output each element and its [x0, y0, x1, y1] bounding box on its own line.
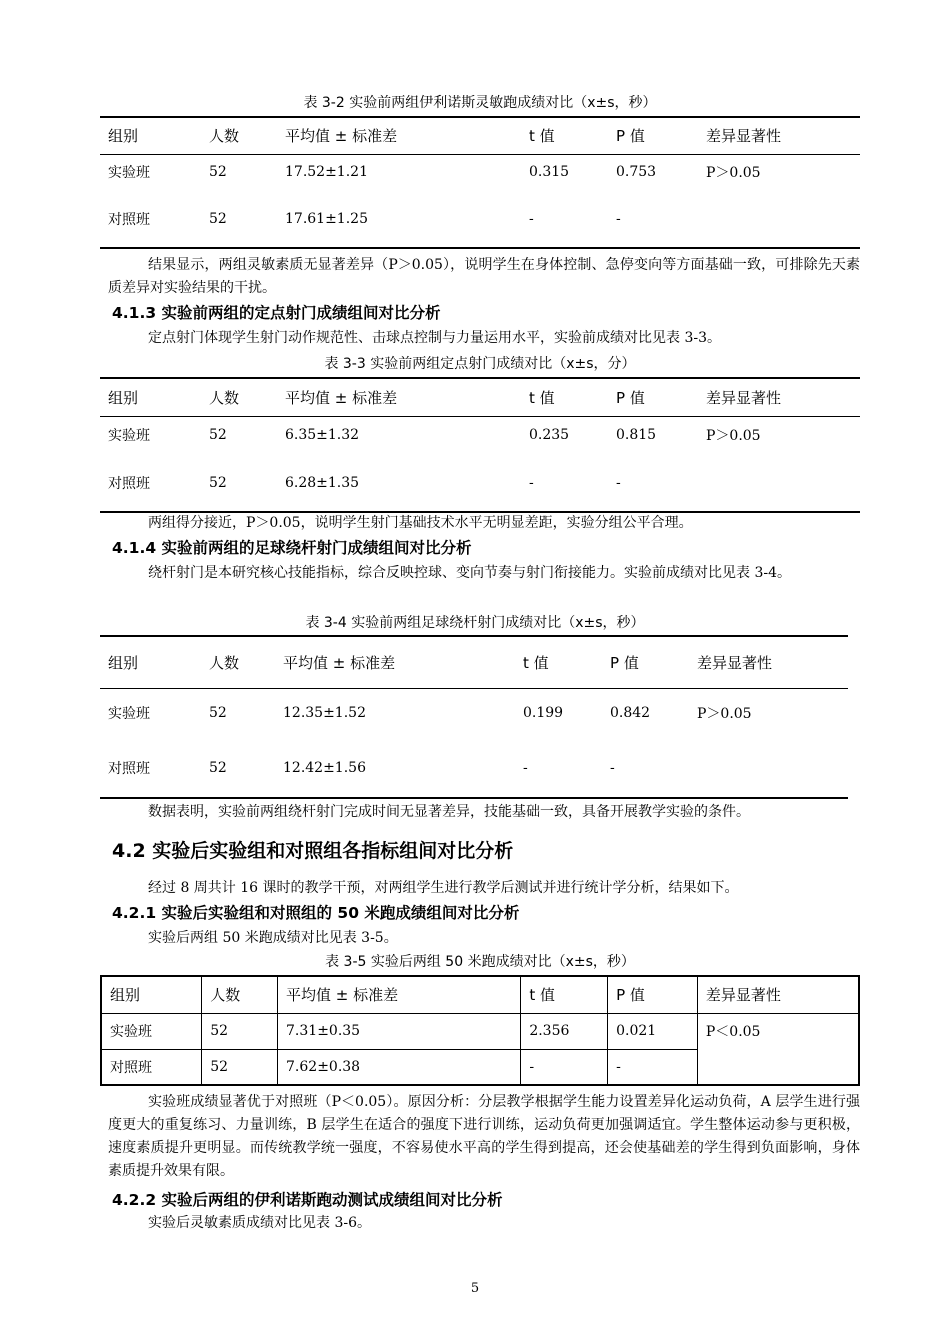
header-p: P 值 — [608, 117, 698, 154]
table-row — [100, 190, 860, 248]
heading-4-1-4: 4.1.4 实验前两组的足球绕杆射门成绩组间对比分析 — [112, 539, 472, 557]
header-mean-sd: 平均值 ± 标准差 — [277, 378, 521, 416]
cell-t: - — [529, 210, 534, 227]
cell-t: 0.199 — [523, 705, 564, 722]
paragraph-sprint-analysis: 实验班成绩显著优于对照班（P＜0.05）。原因分析：分层教学根据学生能力设置差异化运动负荷，A 层学生进行强度更大的重复练习、力量训练，B 层学生在适合的强度下进行训练，运动负荷更加强调适宜。学生整体运动参与更积极，速度素质提升更明显。而传统教学统一强度，不容易使水平高的学生得到提高，还会使基础差的学生得到负面影响，身体素质提升效果有限。 — [108, 1094, 860, 1179]
cell-significance: P＞0.05 — [706, 428, 761, 445]
table-3-3-caption: 表 3-3 实验前两组定点射门成绩对比（x±s，分） — [324, 356, 636, 372]
header-count: 人数 — [201, 117, 277, 154]
cell-count: 52 — [209, 705, 227, 722]
cell-p: - — [608, 1049, 698, 1085]
header-group: 组别 — [101, 976, 202, 1013]
cell-significance: P＜0.05 — [697, 1013, 859, 1049]
heading-4-2-2: 4.2.2 实验后两组的伊利诺斯跑动测试成绩组间对比分析 — [112, 1191, 503, 1209]
header-mean-sd: 平均值 ± 标准差 — [278, 976, 521, 1013]
paragraph-agility-result: 结果显示，两组灵敏素质无显著差异（P＞0.05），说明学生在身体控制、急停变向等方面基础一致，可排除先天素质差异对实验结果的干扰。 — [108, 257, 860, 296]
table-row — [100, 416, 860, 454]
table-3-4 — [100, 635, 848, 799]
header-t: t 值 — [515, 636, 602, 688]
cell-significance — [698, 190, 860, 248]
header-p: P 值 — [608, 378, 698, 416]
header-group: 组别 — [100, 117, 201, 154]
paragraph-fixed-shot-result: 两组得分接近，P＞0.05，说明学生射门基础技术水平无明显差距，实验分组公平合理。 — [148, 515, 693, 531]
cell-t: 2.356 — [521, 1013, 608, 1049]
cell-t: - — [523, 759, 528, 776]
cell-p: 0.815 — [616, 427, 657, 444]
header-p: P 值 — [608, 976, 698, 1013]
paragraph-post-intro: 经过 8 周共计 16 课时的教学干预，对两组学生进行教学后测试并进行统计学分析，结果如下。 — [148, 880, 739, 896]
cell-mean-sd: 7.62±0.38 — [278, 1049, 521, 1085]
header-group: 组别 — [100, 378, 201, 416]
cell-group: 实验班 — [101, 1013, 202, 1049]
header-group: 组别 — [100, 636, 201, 688]
header-count: 人数 — [202, 976, 278, 1013]
header-count: 人数 — [201, 636, 275, 688]
cell-mean-sd: 12.35±1.52 — [283, 705, 366, 722]
header-t: t 值 — [521, 976, 608, 1013]
table-row — [100, 688, 848, 738]
heading-4-1-3: 4.1.3 实验前两组的定点射门成绩组间对比分析 — [112, 304, 441, 322]
cell-significance — [697, 1049, 859, 1085]
table-row — [100, 738, 848, 798]
cell-significance — [698, 454, 860, 512]
cell-p: - — [610, 759, 615, 776]
table-3-2 — [100, 116, 860, 249]
paragraph-dribble-shot-result: 数据表明，实验前两组绕杆射门完成时间无显著差异，技能基础一致，具备开展教学实验的条件。 — [148, 804, 750, 820]
cell-mean-sd: 6.35±1.32 — [285, 427, 360, 444]
cell-t: - — [529, 474, 534, 491]
cell-t: 0.235 — [529, 427, 570, 444]
paragraph-fixed-shot-intro: 定点射门体现学生射门动作规范性、击球点控制与力量运用水平，实验前成绩对比见表 3-3。 — [148, 330, 721, 346]
header-significance: 差异显著性 — [698, 378, 860, 416]
header-p: P 值 — [602, 636, 689, 688]
cell-p: - — [616, 474, 621, 491]
table-row — [100, 454, 860, 512]
heading-4-2: 4.2 实验后实验组和对照组各指标组间对比分析 — [112, 840, 514, 862]
cell-mean-sd: 12.42±1.56 — [283, 759, 366, 776]
table-row — [101, 1013, 859, 1049]
table-3-2-caption: 表 3-2 实验前两组伊利诺斯灵敏跑成绩对比（x±s，秒） — [303, 95, 657, 111]
cell-t: - — [521, 1049, 608, 1085]
cell-mean-sd: 17.61±1.25 — [285, 210, 368, 227]
cell-count: 52 — [202, 1013, 278, 1049]
cell-t: 0.315 — [529, 164, 570, 181]
header-mean-sd: 平均值 ± 标准差 — [275, 636, 515, 688]
heading-4-2-1: 4.2.1 实验后实验组和对照组的 50 米跑成绩组间对比分析 — [112, 904, 520, 922]
header-significance: 差异显著性 — [697, 976, 859, 1013]
cell-count: 52 — [209, 427, 227, 444]
cell-significance — [689, 738, 848, 798]
cell-group: 对照班 — [108, 760, 150, 777]
cell-group: 对照班 — [101, 1049, 202, 1085]
table-3-4-caption: 表 3-4 实验前两组足球绕杆射门成绩对比（x±s，秒） — [305, 615, 645, 631]
cell-count: 52 — [209, 759, 227, 776]
cell-mean-sd: 17.52±1.21 — [285, 164, 368, 181]
cell-group: 实验班 — [108, 428, 150, 445]
table-3-5 — [100, 975, 860, 1086]
cell-count: 52 — [209, 474, 227, 491]
cell-p: 0.753 — [616, 164, 657, 181]
header-significance: 差异显著性 — [698, 117, 860, 154]
cell-group: 实验班 — [108, 165, 150, 182]
cell-p: 0.842 — [610, 705, 651, 722]
cell-count: 52 — [209, 210, 227, 227]
cell-p: 0.021 — [608, 1013, 698, 1049]
cell-mean-sd: 7.31±0.35 — [278, 1013, 521, 1049]
table-3-5-caption: 表 3-5 实验后两组 50 米跑成绩对比（x±s，秒） — [325, 954, 635, 970]
cell-p: - — [616, 210, 621, 227]
cell-count: 52 — [202, 1049, 278, 1085]
paragraph-sprint-intro: 实验后两组 50 米跑成绩对比见表 3-5。 — [148, 930, 398, 946]
table-3-3 — [100, 377, 860, 513]
cell-significance: P＞0.05 — [706, 165, 761, 182]
paragraph-dribble-shot-intro: 绕杆射门是本研究核心技能指标，综合反映控球、变向节奏与射门衔接能力。实验前成绩对比见表 3-4。 — [148, 565, 791, 581]
cell-mean-sd: 6.28±1.35 — [285, 474, 360, 491]
header-t: t 值 — [521, 378, 608, 416]
page-number: 5 — [470, 1281, 480, 1296]
header-count: 人数 — [201, 378, 277, 416]
paragraph-agility-post-intro: 实验后灵敏素质成绩对比见表 3-6。 — [148, 1215, 371, 1231]
cell-significance: P＞0.05 — [697, 706, 752, 723]
cell-group: 实验班 — [108, 706, 150, 723]
header-t: t 值 — [521, 117, 608, 154]
table-row — [101, 1049, 859, 1085]
cell-count: 52 — [209, 164, 227, 181]
cell-group: 对照班 — [108, 475, 150, 492]
header-significance: 差异显著性 — [689, 636, 848, 688]
header-mean-sd: 平均值 ± 标准差 — [277, 117, 521, 154]
cell-group: 对照班 — [108, 211, 150, 228]
table-row — [100, 154, 860, 190]
